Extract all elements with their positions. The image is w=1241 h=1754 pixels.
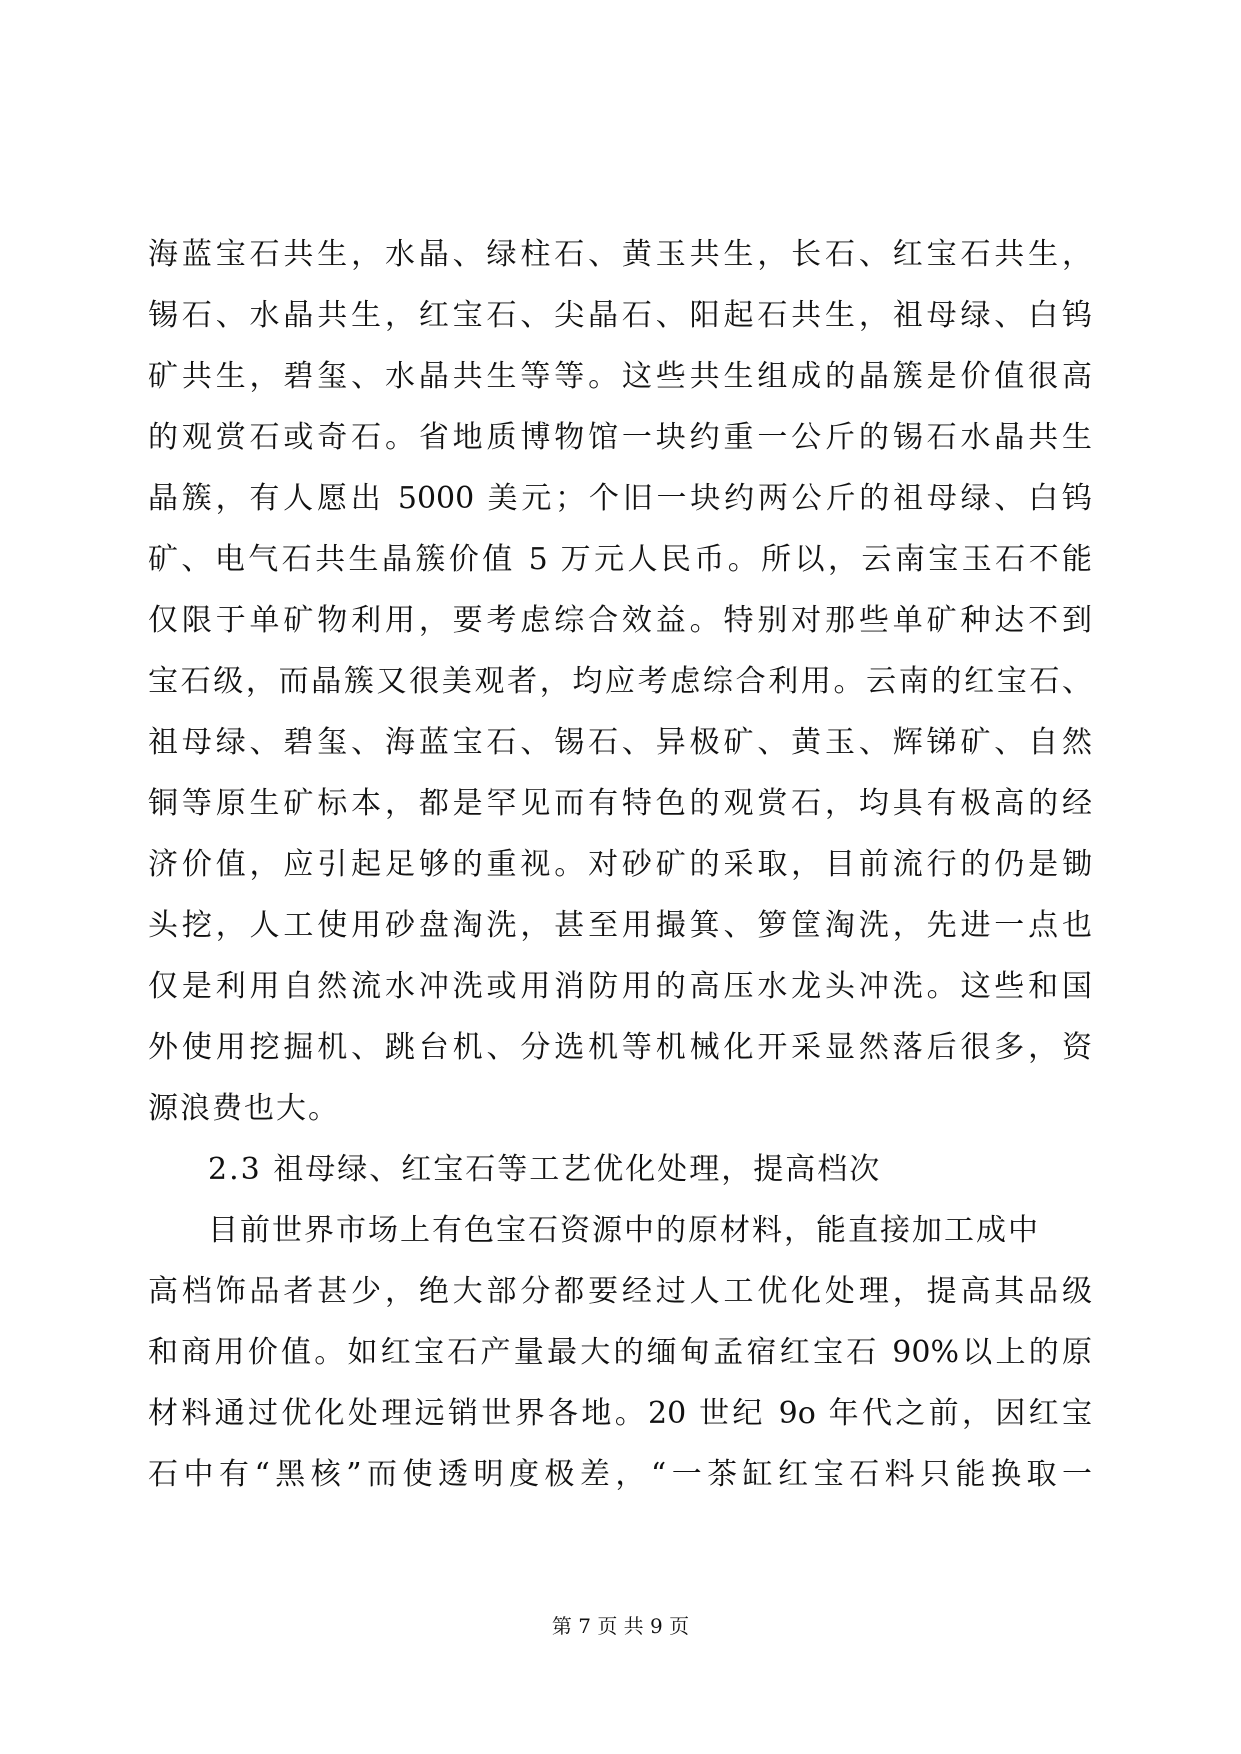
text-line: 晶簇，有人愿出 5000 美元；个旧一块约两公斤的祖母绿、白钨	[148, 481, 1092, 516]
text-line: 仅限于单矿物利用，要考虑综合效益。特别对那些单矿种达不到	[148, 603, 1092, 638]
text-line: 高档饰品者甚少，绝大部分都要经过人工优化处理，提高其品级	[148, 1274, 1092, 1309]
text-line: 外使用挖掘机、跳台机、分选机等机械化开采显然落后很多，资	[148, 1030, 1092, 1065]
text-line: 材料通过优化处理远销世界各地。20 世纪 9o 年代之前，因红宝	[148, 1396, 1092, 1431]
text-line: 的观赏石或奇石。省地质博物馆一块约重一公斤的锡石水晶共生	[148, 420, 1092, 455]
body-text	[148, 224, 1092, 1505]
text-line: 源浪费也大。	[148, 1091, 340, 1126]
text-line: 矿、电气石共生晶簇价值 5 万元人民币。所以，云南宝玉石不能	[148, 542, 1092, 577]
page-indicator: 第 7 页 共 9 页	[551, 1614, 690, 1638]
text-line: 矿共生，碧玺、水晶共生等等。这些共生组成的晶簇是价值很高	[148, 359, 1092, 394]
text-line: 祖母绿、碧玺、海蓝宝石、锡石、异极矿、黄玉、辉锑矿、自然	[148, 725, 1092, 760]
page-footer	[0, 1612, 1241, 1640]
text-line: 和商用价值。如红宝石产量最大的缅甸孟宿红宝石 90%以上的原	[148, 1335, 1092, 1370]
text-line: 铜等原生矿标本，都是罕见而有特色的观赏石，均具有极高的经	[148, 786, 1092, 821]
text-line: 济价值，应引起足够的重视。对砂矿的采取，目前流行的仍是锄	[148, 847, 1092, 882]
section-heading: 2.3 祖母绿、红宝石等工艺优化处理，提高档次	[208, 1152, 882, 1187]
text-line: 仅是利用自然流水冲洗或用消防用的高压水龙头冲洗。这些和国	[148, 969, 1092, 1004]
text-line: 目前世界市场上有色宝石资源中的原材料，能直接加工成中	[208, 1213, 1040, 1248]
text-line: 头挖，人工使用砂盘淘洗，甚至用撮箕、箩筐淘洗，先进一点也	[148, 908, 1092, 943]
text-line: 宝石级，而晶簇又很美观者，均应考虑综合利用。云南的红宝石、	[148, 664, 1092, 699]
text-line: 锡石、水晶共生，红宝石、尖晶石、阳起石共生，祖母绿、白钨	[148, 298, 1092, 333]
text-line: 海蓝宝石共生，水晶、绿柱石、黄玉共生，长石、红宝石共生，	[148, 237, 1092, 272]
text-line: 石中有“黑核”而使透明度极差，“一茶缸红宝石料只能换取一	[148, 1457, 1092, 1492]
